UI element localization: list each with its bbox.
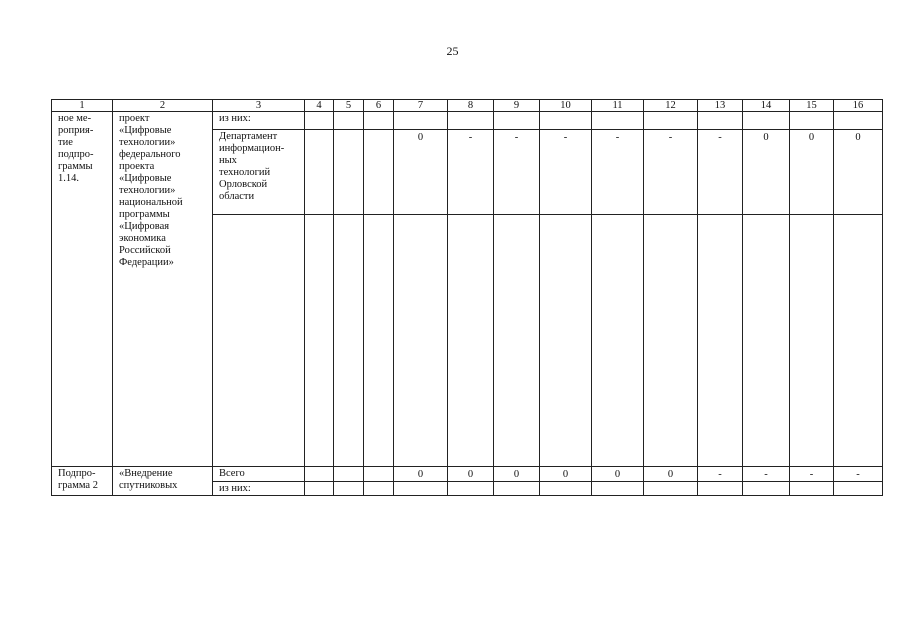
value-cell: - [698,467,743,482]
subprogram-cell: Подпро- грамма 2 [52,467,113,496]
value-cell [305,467,334,482]
value-cell: 0 [448,467,494,482]
row-label: Всего [213,467,305,482]
value-cell: 0 [644,467,698,482]
value-cell [364,130,394,215]
value-cell: - [592,130,644,215]
row-label: из них: [213,112,305,130]
value-cell: - [540,130,592,215]
value-cell: 0 [743,130,790,215]
value-cell: - [743,467,790,482]
header-cell: 6 [364,100,394,112]
value-cell: - [790,467,834,482]
value-cell: - [494,130,540,215]
header-cell: 12 [644,100,698,112]
row-label: из них: [213,482,305,496]
budget-table [51,99,883,496]
value-cell: 0 [834,130,883,215]
header-cell: 9 [494,100,540,112]
header-row [52,100,883,112]
value-cell: - [448,130,494,215]
table-row [52,112,883,130]
value-cell [334,130,364,215]
header-cell: 7 [394,100,448,112]
subprogram-title-cell: «Внедрение спутниковых [113,467,213,496]
header-cell: 2 [113,100,213,112]
header-cell: 13 [698,100,743,112]
event-name-cell: ное ме- роприя- тие подпро- граммы 1.14. [52,112,113,467]
value-cell: 0 [494,467,540,482]
value-cell [305,130,334,215]
value-cell: 0 [540,467,592,482]
value-cell: 0 [790,130,834,215]
header-cell: 1 [52,100,113,112]
value-cell: - [698,130,743,215]
header-cell: 5 [334,100,364,112]
header-cell: 10 [540,100,592,112]
value-cell: - [834,467,883,482]
header-cell: 15 [790,100,834,112]
value-cell: 0 [394,467,448,482]
project-name-cell: проект «Цифровые технологии» федерального проекта «Цифровые технологии» национальной программы «Цифровая экономика Российской Федерации» [113,112,213,467]
header-cell: 16 [834,100,883,112]
value-cell [334,467,364,482]
header-cell: 8 [448,100,494,112]
header-cell: 14 [743,100,790,112]
table-row [52,467,883,482]
value-cell: - [644,130,698,215]
header-cell: 4 [305,100,334,112]
value-cell [364,467,394,482]
page-number: 25 [446,44,459,58]
value-cell: 0 [394,130,448,215]
header-cell: 3 [213,100,305,112]
header-cell: 11 [592,100,644,112]
value-cell: 0 [592,467,644,482]
row-label: Департамент информацион- ных технологий Орловской области [213,130,305,215]
